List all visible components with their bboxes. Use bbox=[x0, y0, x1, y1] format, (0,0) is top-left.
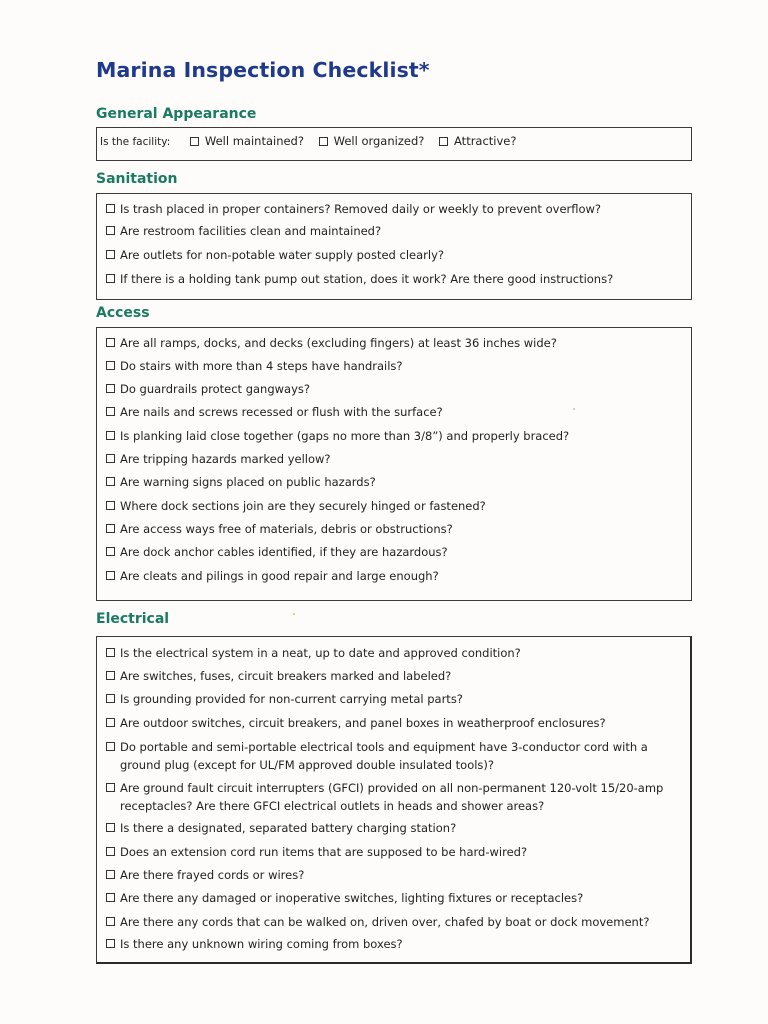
electrical-item-text: Is grounding provided for non-current carrying metal parts? bbox=[120, 692, 463, 706]
checkbox[interactable] bbox=[106, 431, 115, 440]
access-item[interactable] bbox=[106, 473, 676, 491]
electrical-item[interactable] bbox=[106, 667, 676, 685]
sanitation-item[interactable] bbox=[106, 200, 676, 218]
sanitation-item[interactable] bbox=[106, 270, 676, 288]
checkbox[interactable] bbox=[106, 939, 115, 948]
access-item-text: Are nails and screws recessed or flush with the surface? bbox=[120, 405, 443, 419]
checkbox[interactable] bbox=[106, 226, 115, 235]
electrical-item[interactable] bbox=[106, 779, 676, 815]
electrical-item[interactable] bbox=[106, 913, 676, 931]
access-item[interactable] bbox=[106, 543, 676, 561]
sanitation-item-text: Are outlets for non-potable water supply posted clearly? bbox=[120, 248, 444, 262]
electrical-item-text: Are there frayed cords or wires? bbox=[120, 868, 305, 882]
option-attractive[interactable] bbox=[439, 134, 516, 148]
electrical-item-text: Are ground fault circuit interrupters (GFCI) provided on all non-permanent 120-volt 15/20-amp receptacles? Are there GFCI electrical outlets in heads and shower areas? bbox=[120, 781, 664, 813]
access-item-text: Are dock anchor cables identified, if they are hazardous? bbox=[120, 545, 448, 559]
checkbox[interactable] bbox=[106, 571, 115, 580]
checkbox[interactable] bbox=[106, 250, 115, 259]
checkbox[interactable] bbox=[106, 274, 115, 283]
option-label: Well maintained? bbox=[204, 134, 304, 148]
checkbox[interactable] bbox=[106, 477, 115, 486]
access-item[interactable] bbox=[106, 403, 676, 421]
checkbox[interactable] bbox=[106, 547, 115, 556]
print-speck bbox=[573, 408, 575, 410]
option-label: Attractive? bbox=[454, 134, 517, 148]
access-item-text: Are tripping hazards marked yellow? bbox=[120, 452, 331, 466]
option-well-maintained[interactable] bbox=[190, 134, 304, 148]
electrical-item[interactable] bbox=[106, 714, 676, 732]
checkbox[interactable] bbox=[106, 384, 115, 393]
section-heading-access: Access bbox=[96, 305, 150, 321]
checkbox[interactable] bbox=[106, 847, 115, 856]
sanitation-item[interactable] bbox=[106, 222, 676, 240]
access-item[interactable] bbox=[106, 520, 676, 538]
checkbox[interactable] bbox=[106, 524, 115, 533]
electrical-item[interactable] bbox=[106, 889, 676, 907]
electrical-item-text: Are switches, fuses, circuit breakers marked and labeled? bbox=[120, 669, 452, 683]
sanitation-item-text: Are restroom facilities clean and maintained? bbox=[120, 224, 382, 238]
checkbox[interactable] bbox=[106, 454, 115, 463]
access-item-text: Are all ramps, docks, and decks (excluding fingers) at least 36 inches wide? bbox=[120, 336, 557, 350]
checkbox[interactable] bbox=[106, 870, 115, 879]
section-heading-general-appearance: General Appearance bbox=[96, 106, 257, 122]
electrical-item-text: Do portable and semi-portable electrical tools and equipment have 3-conductor cord with a ground plug (except for UL/FM approved double insulated tools)? bbox=[120, 740, 648, 772]
electrical-item[interactable] bbox=[106, 690, 676, 708]
access-item-text: Are cleats and pilings in good repair and large enough? bbox=[120, 569, 439, 583]
access-item-text: Is planking laid close together (gaps no more than 3/8”) and properly braced? bbox=[120, 429, 570, 443]
checkbox[interactable] bbox=[106, 204, 115, 213]
checkbox[interactable] bbox=[439, 137, 448, 146]
checkbox[interactable] bbox=[106, 361, 115, 370]
checkbox[interactable] bbox=[106, 648, 115, 657]
general-appearance-row bbox=[100, 134, 528, 148]
access-item[interactable] bbox=[106, 380, 676, 398]
print-speck bbox=[293, 613, 295, 615]
checkbox[interactable] bbox=[106, 718, 115, 727]
electrical-item[interactable] bbox=[106, 819, 676, 837]
access-item-text: Are warning signs placed on public hazards? bbox=[120, 475, 376, 489]
option-label: Well organized? bbox=[333, 134, 425, 148]
checkbox[interactable] bbox=[106, 407, 115, 416]
sanitation-item[interactable] bbox=[106, 246, 676, 264]
access-item-text: Do stairs with more than 4 steps have handrails? bbox=[120, 359, 403, 373]
section-heading-electrical: Electrical bbox=[96, 611, 170, 627]
electrical-item-text: Are outdoor switches, circuit breakers, and panel boxes in weatherproof enclosures? bbox=[120, 716, 606, 730]
access-item-text: Do guardrails protect gangways? bbox=[120, 382, 310, 396]
checkbox[interactable] bbox=[106, 338, 115, 347]
access-item-text: Where dock sections join are they securely hinged or fastened? bbox=[120, 499, 486, 513]
electrical-item-text: Are there any cords that can be walked on, driven over, chafed by boat or dock movement? bbox=[120, 915, 650, 929]
electrical-item[interactable] bbox=[106, 866, 676, 884]
access-item[interactable] bbox=[106, 567, 676, 585]
section-heading-sanitation: Sanitation bbox=[96, 171, 178, 187]
checkbox[interactable] bbox=[190, 137, 199, 146]
electrical-item-text: Is the electrical system in a neat, up to date and approved condition? bbox=[120, 646, 521, 660]
electrical-item-text: Are there any damaged or inoperative switches, lighting fixtures or receptacles? bbox=[120, 891, 584, 905]
general-appearance-prompt: Is the facility: bbox=[100, 136, 171, 148]
electrical-item-text: Does an extension cord run items that are supposed to be hard-wired? bbox=[120, 845, 528, 859]
checkbox[interactable] bbox=[319, 137, 328, 146]
page-title: Marina Inspection Checklist* bbox=[96, 58, 430, 82]
checkbox[interactable] bbox=[106, 694, 115, 703]
checkbox[interactable] bbox=[106, 742, 115, 751]
electrical-item[interactable] bbox=[106, 935, 676, 953]
option-well-organized[interactable] bbox=[319, 134, 425, 148]
electrical-item-text: Is there any unknown wiring coming from boxes? bbox=[120, 937, 403, 951]
electrical-item-text: Is there a designated, separated battery charging station? bbox=[120, 821, 457, 835]
access-item-text: Are access ways free of materials, debris or obstructions? bbox=[120, 522, 453, 536]
checkbox[interactable] bbox=[106, 893, 115, 902]
checkbox[interactable] bbox=[106, 671, 115, 680]
checkbox[interactable] bbox=[106, 917, 115, 926]
sanitation-item-text: Is trash placed in proper containers? Removed daily or weekly to prevent overflow? bbox=[120, 202, 602, 216]
access-item[interactable] bbox=[106, 357, 676, 375]
electrical-item[interactable] bbox=[106, 843, 676, 861]
access-item[interactable] bbox=[106, 427, 676, 445]
access-item[interactable] bbox=[106, 450, 676, 468]
sanitation-item-text: If there is a holding tank pump out station, does it work? Are there good instructions? bbox=[120, 272, 614, 286]
access-item[interactable] bbox=[106, 497, 676, 515]
checkbox[interactable] bbox=[106, 823, 115, 832]
checkbox[interactable] bbox=[106, 501, 115, 510]
electrical-item[interactable] bbox=[106, 644, 676, 662]
access-item[interactable] bbox=[106, 334, 676, 352]
checkbox[interactable] bbox=[106, 783, 115, 792]
electrical-item[interactable] bbox=[106, 738, 676, 774]
